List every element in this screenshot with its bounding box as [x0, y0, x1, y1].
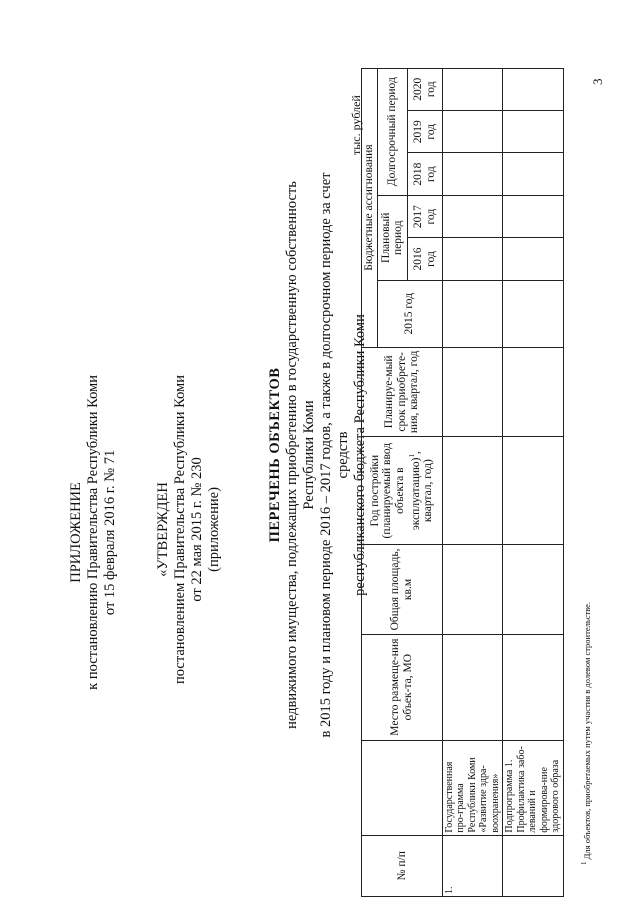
objects-table	[361, 25, 564, 897]
col-area-header: Общая площадь, кв.м	[362, 545, 443, 634]
footnote-marker: 1	[580, 861, 588, 865]
col-2015-header: 2015 год	[377, 280, 442, 347]
footnote-ref: 1	[408, 454, 417, 458]
units-label: тыс. рублей	[349, 95, 363, 155]
page-title: ПЕРЕЧЕНЬ ОБЪЕКТОВ	[267, 367, 283, 543]
appendix-label: ПРИЛОЖЕНИЕ	[68, 482, 84, 583]
title-line: в 2015 году и плановом периоде 2016 – 2017 годов, а также в долгосрочном периоде за счет средств	[318, 172, 351, 738]
col-long-header: Долгосрочный период	[377, 68, 407, 195]
row-name: Подпрограмма 1. Профилактика забо-леваний и формирова-ние здорового образа	[503, 740, 564, 835]
col-2017-header: 2017 год	[407, 195, 442, 237]
document-title	[267, 155, 369, 755]
col-2019-header: 2019 год	[407, 111, 442, 153]
col-place-header: Место размеще-ния объек-та, МО	[362, 634, 443, 740]
approved-line: от 22 мая 2015 г. № 230	[189, 457, 205, 602]
row-number	[503, 835, 564, 896]
approved-label: «УТВЕРЖДЕН	[155, 482, 171, 577]
col-year-tail: , квартал, год)	[409, 451, 435, 523]
col-year-header	[362, 437, 443, 545]
row-name: Государственная про-грамма Республики Коми «Развитие здра-воохранения»	[442, 740, 503, 835]
approved-line: (приложение)	[206, 487, 222, 572]
appendix-line: к постановлению Правительства Республики Коми	[85, 375, 101, 690]
footnote	[580, 602, 592, 865]
title-line: недвижимого имущества, подлежащих приобретению в государственную собственность Республики Коми	[284, 181, 317, 729]
col-planned-header: Плановый период	[377, 195, 407, 280]
col-2016-header: 2016 год	[407, 238, 442, 280]
table-row	[442, 26, 503, 897]
col-year-text: Год постройки (планируемый ввод объекта в эксплуатацию)	[368, 442, 422, 539]
row-number: 1.	[442, 835, 503, 896]
table-row	[503, 26, 564, 897]
col-2018-header: 2018 год	[407, 153, 442, 195]
approved-block	[155, 375, 223, 684]
page-number: 3	[590, 78, 605, 85]
col-plan-header: Планируе-мый срок приобрете-ния, квартал, год	[362, 347, 443, 436]
footnote-text: Для объектов, приобретаемых путем участия в долевом строительстве.	[581, 601, 592, 862]
col-name-header	[362, 740, 443, 835]
title-line: республиканского бюджета Республики Коми	[352, 314, 368, 596]
col-2020-header: 2020 год	[407, 68, 442, 111]
col-budget-header: Бюджетные ассигнования	[362, 68, 378, 347]
appendix-line: от 15 февраля 2016 г. № 71	[102, 449, 118, 616]
col-number-header: № п/п	[362, 835, 443, 896]
appendix-block	[68, 375, 119, 690]
approved-line: постановлением Правительства Республики Коми	[172, 375, 188, 684]
